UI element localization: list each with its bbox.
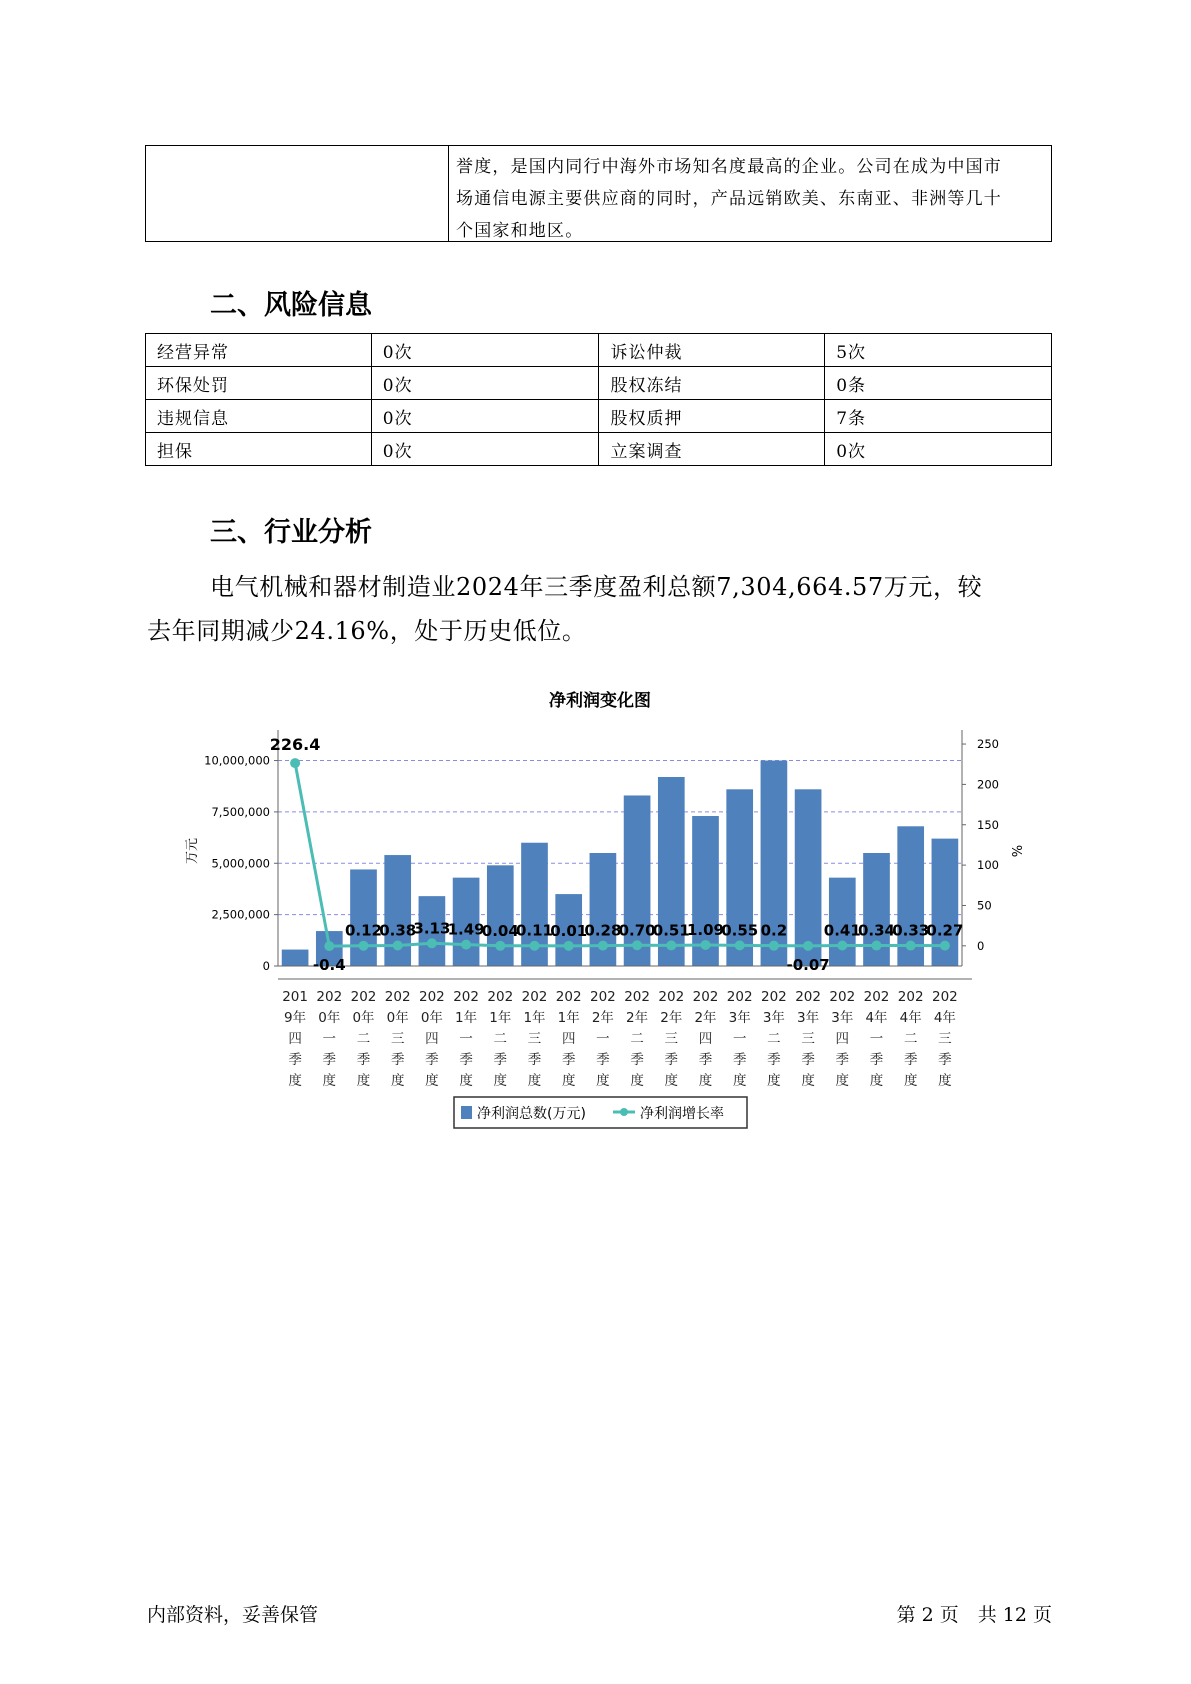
x-tick-label: 202	[863, 989, 890, 1005]
x-tick-label: 季	[288, 1052, 302, 1068]
footer-confidential: 内部资料，妥善保管	[147, 1604, 319, 1626]
data-label: 0.51	[652, 921, 690, 940]
data-label: 0.2	[760, 921, 788, 940]
y2-tick-label: 250	[977, 737, 999, 752]
section-risk-heading: 二、风险信息	[210, 290, 372, 321]
growth-point	[940, 941, 950, 951]
x-tick-label: 季	[938, 1052, 952, 1068]
y2-axis-label: %	[1008, 844, 1023, 858]
risk-label: 立案调查	[599, 433, 825, 466]
x-tick-label: 度	[664, 1073, 679, 1089]
x-tick-label: 季	[493, 1052, 508, 1068]
x-tick-label: 四	[835, 1031, 850, 1047]
data-label: 0.12	[344, 921, 383, 940]
legend-bar-label: 净利润总数(万元)	[477, 1106, 586, 1122]
x-tick-label: 度	[903, 1073, 918, 1089]
x-tick-label: 度	[459, 1073, 473, 1089]
x-tick-label: 度	[835, 1073, 850, 1089]
x-tick-label: 4年	[865, 1010, 888, 1026]
risk-value: 0次	[825, 433, 1052, 466]
x-tick-label: 2年	[694, 1010, 717, 1026]
x-tick-label: 三	[938, 1031, 952, 1047]
x-tick-label: 201	[282, 989, 308, 1005]
x-tick-label: 季	[596, 1052, 610, 1068]
x-tick-label: 度	[425, 1073, 439, 1089]
data-label: 1.49	[447, 920, 485, 939]
x-tick-label: 度	[630, 1073, 644, 1089]
x-tick-label: 二	[630, 1031, 644, 1047]
bar	[726, 789, 753, 966]
y2-tick-label: 150	[977, 817, 999, 832]
growth-point	[427, 938, 437, 948]
x-tick-label: 202	[521, 989, 548, 1005]
data-label: 0.33	[892, 921, 930, 940]
x-tick-label: 2年	[626, 1010, 649, 1026]
x-tick-label: 202	[761, 989, 787, 1005]
x-tick-label: 202	[795, 989, 821, 1005]
data-label: 0.28	[584, 921, 622, 940]
data-label: 226.4	[269, 735, 321, 755]
growth-point	[803, 941, 813, 951]
risk-label: 诉讼仲裁	[599, 334, 825, 367]
data-label: -0.07	[786, 955, 830, 974]
growth-point	[530, 941, 540, 951]
x-tick-label: 季	[356, 1052, 371, 1068]
x-tick-label: 季	[732, 1052, 747, 1068]
x-tick-label: 4年	[899, 1010, 922, 1026]
data-label: 3.13	[413, 919, 451, 938]
data-label: 0.38	[379, 921, 417, 940]
x-tick-label: 季	[869, 1052, 884, 1068]
y-tick-label: 5,000,000	[211, 856, 270, 871]
risk-value: 0次	[371, 334, 599, 367]
growth-point	[632, 940, 642, 950]
y2-tick-label: 0	[977, 938, 985, 953]
x-tick-label: 度	[801, 1073, 815, 1089]
x-tick-label: 度	[767, 1073, 781, 1089]
x-tick-label: 202	[624, 989, 650, 1005]
x-tick-label: 季	[322, 1052, 337, 1068]
growth-point	[393, 941, 403, 951]
x-tick-label: 3年	[728, 1010, 751, 1026]
x-tick-label: 度	[356, 1073, 371, 1089]
intro-text-line: 场通信电源主要供应商的同时，产品远销欧美、东南亚、非洲等几十	[456, 189, 1002, 209]
x-tick-label: 202	[932, 989, 958, 1005]
x-tick-label: 202	[419, 989, 445, 1005]
bar	[350, 869, 377, 966]
x-tick-label: 季	[801, 1052, 815, 1068]
x-tick-label: 四	[698, 1031, 713, 1047]
x-tick-label: 202	[487, 989, 514, 1005]
risk-value: 0次	[371, 367, 599, 400]
x-tick-label: 二	[493, 1031, 508, 1047]
x-tick-label: 一	[869, 1031, 884, 1047]
x-tick-label: 3年	[831, 1010, 854, 1026]
data-label: 0.34	[857, 921, 896, 940]
x-tick-label: 度	[698, 1073, 713, 1089]
x-tick-label: 度	[527, 1073, 542, 1089]
legend-bar-swatch	[461, 1106, 472, 1119]
growth-point	[872, 941, 882, 951]
risk-value: 0条	[825, 367, 1052, 400]
x-tick-label: 1年	[557, 1010, 580, 1026]
x-tick-label: 202	[726, 989, 753, 1005]
data-label: 0.11	[515, 921, 554, 940]
risk-label: 经营异常	[146, 334, 372, 367]
y-tick-label: 2,500,000	[211, 907, 270, 922]
growth-point	[461, 940, 471, 950]
intro-text-line: 誉度，是国内同行中海外市场知名度最高的企业。公司在成为中国市	[456, 157, 1002, 177]
growth-point	[564, 941, 574, 951]
growth-point	[598, 941, 608, 951]
x-tick-label: 202	[316, 989, 343, 1005]
x-tick-label: 季	[425, 1052, 439, 1068]
data-label: 0.41	[823, 921, 861, 940]
chart-x-labels	[282, 989, 958, 1089]
x-tick-label: 度	[288, 1073, 302, 1089]
bar	[487, 865, 514, 966]
risk-label: 环保处罚	[146, 367, 372, 400]
x-tick-label: 季	[390, 1052, 405, 1068]
x-tick-label: 3年	[762, 1010, 785, 1026]
x-tick-label: 三	[664, 1031, 679, 1047]
y2-tick-label: 200	[977, 777, 999, 792]
risk-value: 5次	[825, 334, 1052, 367]
risk-label: 担保	[146, 433, 372, 466]
x-tick-label: 202	[658, 989, 685, 1005]
x-tick-label: 四	[288, 1031, 302, 1047]
data-label: 0.70	[618, 921, 656, 940]
chart-title: 净利润变化图	[549, 691, 651, 711]
x-tick-label: 202	[453, 989, 479, 1005]
x-tick-label: 季	[459, 1052, 473, 1068]
growth-point	[495, 941, 505, 951]
risk-label: 股权冻结	[599, 367, 825, 400]
x-tick-label: 一	[732, 1031, 747, 1047]
x-tick-label: 度	[732, 1073, 747, 1089]
x-tick-label: 二	[356, 1031, 371, 1047]
x-tick-label: 季	[527, 1052, 542, 1068]
x-tick-label: 季	[664, 1052, 679, 1068]
x-tick-label: 季	[903, 1052, 918, 1068]
legend-line-label: 净利润增长率	[640, 1106, 724, 1122]
y-tick-label: 7,500,000	[211, 804, 270, 819]
data-label: 0.04	[481, 921, 519, 940]
x-tick-label: 1年	[455, 1010, 478, 1026]
x-tick-label: 三	[390, 1031, 405, 1047]
x-tick-label: 1年	[489, 1010, 512, 1026]
bar	[795, 789, 822, 966]
x-tick-label: 202	[590, 989, 616, 1005]
x-tick-label: 度	[390, 1073, 405, 1089]
x-tick-label: 一	[322, 1031, 337, 1047]
x-tick-label: 1年	[523, 1010, 546, 1026]
x-tick-label: 9年	[284, 1010, 307, 1026]
legend-line-marker	[620, 1108, 628, 1116]
growth-point	[701, 940, 711, 950]
x-tick-label: 3年	[797, 1010, 820, 1026]
x-tick-label: 一	[459, 1031, 473, 1047]
risk-label: 违规信息	[146, 400, 372, 433]
risk-value: 0次	[371, 433, 599, 466]
section-industry-heading: 三、行业分析	[210, 517, 372, 548]
risk-value: 7条	[825, 400, 1052, 433]
x-tick-label: 二	[767, 1031, 781, 1047]
data-label: 1.09	[686, 920, 725, 939]
industry-paragraph-line: 电气机械和器材制造业2024年三季度盈利总额7,304,664.57万元，较	[210, 573, 983, 601]
intro-text-line: 个国家和地区。	[456, 221, 584, 241]
x-tick-label: 四	[425, 1031, 439, 1047]
x-tick-label: 202	[829, 989, 856, 1005]
x-tick-label: 2年	[591, 1010, 614, 1026]
y2-tick-label: 50	[977, 898, 992, 913]
x-tick-label: 三	[801, 1031, 815, 1047]
x-tick-label: 202	[692, 989, 719, 1005]
x-tick-label: 202	[897, 989, 924, 1005]
data-label: 0.01	[550, 921, 588, 940]
data-label: -0.4	[312, 956, 346, 975]
data-label: 0.55	[721, 921, 759, 940]
chart-data-labels	[270, 735, 964, 974]
x-tick-label: 度	[938, 1073, 952, 1089]
x-tick-label: 度	[561, 1073, 576, 1089]
growth-point	[837, 940, 847, 950]
y2-tick-label: 100	[977, 858, 999, 873]
chart-legend	[454, 1097, 747, 1128]
growth-point	[324, 941, 334, 951]
risk-value: 0次	[371, 400, 599, 433]
x-tick-label: 202	[555, 989, 582, 1005]
growth-point	[769, 941, 779, 951]
x-tick-label: 度	[493, 1073, 508, 1089]
x-tick-label: 季	[835, 1052, 850, 1068]
y-tick-label: 0	[262, 959, 270, 973]
x-tick-label: 二	[903, 1031, 918, 1047]
risk-label: 股权质押	[599, 400, 825, 433]
x-tick-label: 季	[561, 1052, 576, 1068]
x-tick-label: 0年	[386, 1010, 409, 1026]
growth-point	[906, 941, 916, 951]
x-tick-label: 三	[527, 1031, 542, 1047]
growth-point	[666, 940, 676, 950]
x-tick-label: 0年	[352, 1010, 375, 1026]
industry-paragraph-line: 去年同期减少24.16%，处于历史低位。	[147, 617, 587, 645]
x-tick-label: 度	[596, 1073, 610, 1089]
x-tick-label: 202	[384, 989, 411, 1005]
y-axis-label: 万元	[185, 837, 200, 865]
growth-point	[735, 940, 745, 950]
y-tick-label: 10,000,000	[204, 753, 270, 768]
x-tick-label: 季	[630, 1052, 644, 1068]
x-tick-label: 度	[322, 1073, 337, 1089]
x-tick-label: 季	[767, 1052, 781, 1068]
growth-point	[359, 941, 369, 951]
x-tick-label: 2年	[660, 1010, 683, 1026]
data-label: 0.27	[926, 921, 964, 940]
x-tick-label: 一	[596, 1031, 610, 1047]
x-tick-label: 度	[869, 1073, 884, 1089]
x-tick-label: 202	[350, 989, 377, 1005]
x-tick-label: 四	[561, 1031, 576, 1047]
x-tick-label: 4年	[933, 1010, 956, 1026]
bar	[282, 950, 309, 966]
x-tick-label: 季	[698, 1052, 713, 1068]
x-tick-label: 0年	[420, 1010, 443, 1026]
chart-grid	[278, 761, 962, 915]
growth-point	[290, 758, 300, 768]
footer-page-number: 第 2 页 共 12 页	[896, 1604, 1052, 1626]
x-tick-label: 0年	[318, 1010, 341, 1026]
